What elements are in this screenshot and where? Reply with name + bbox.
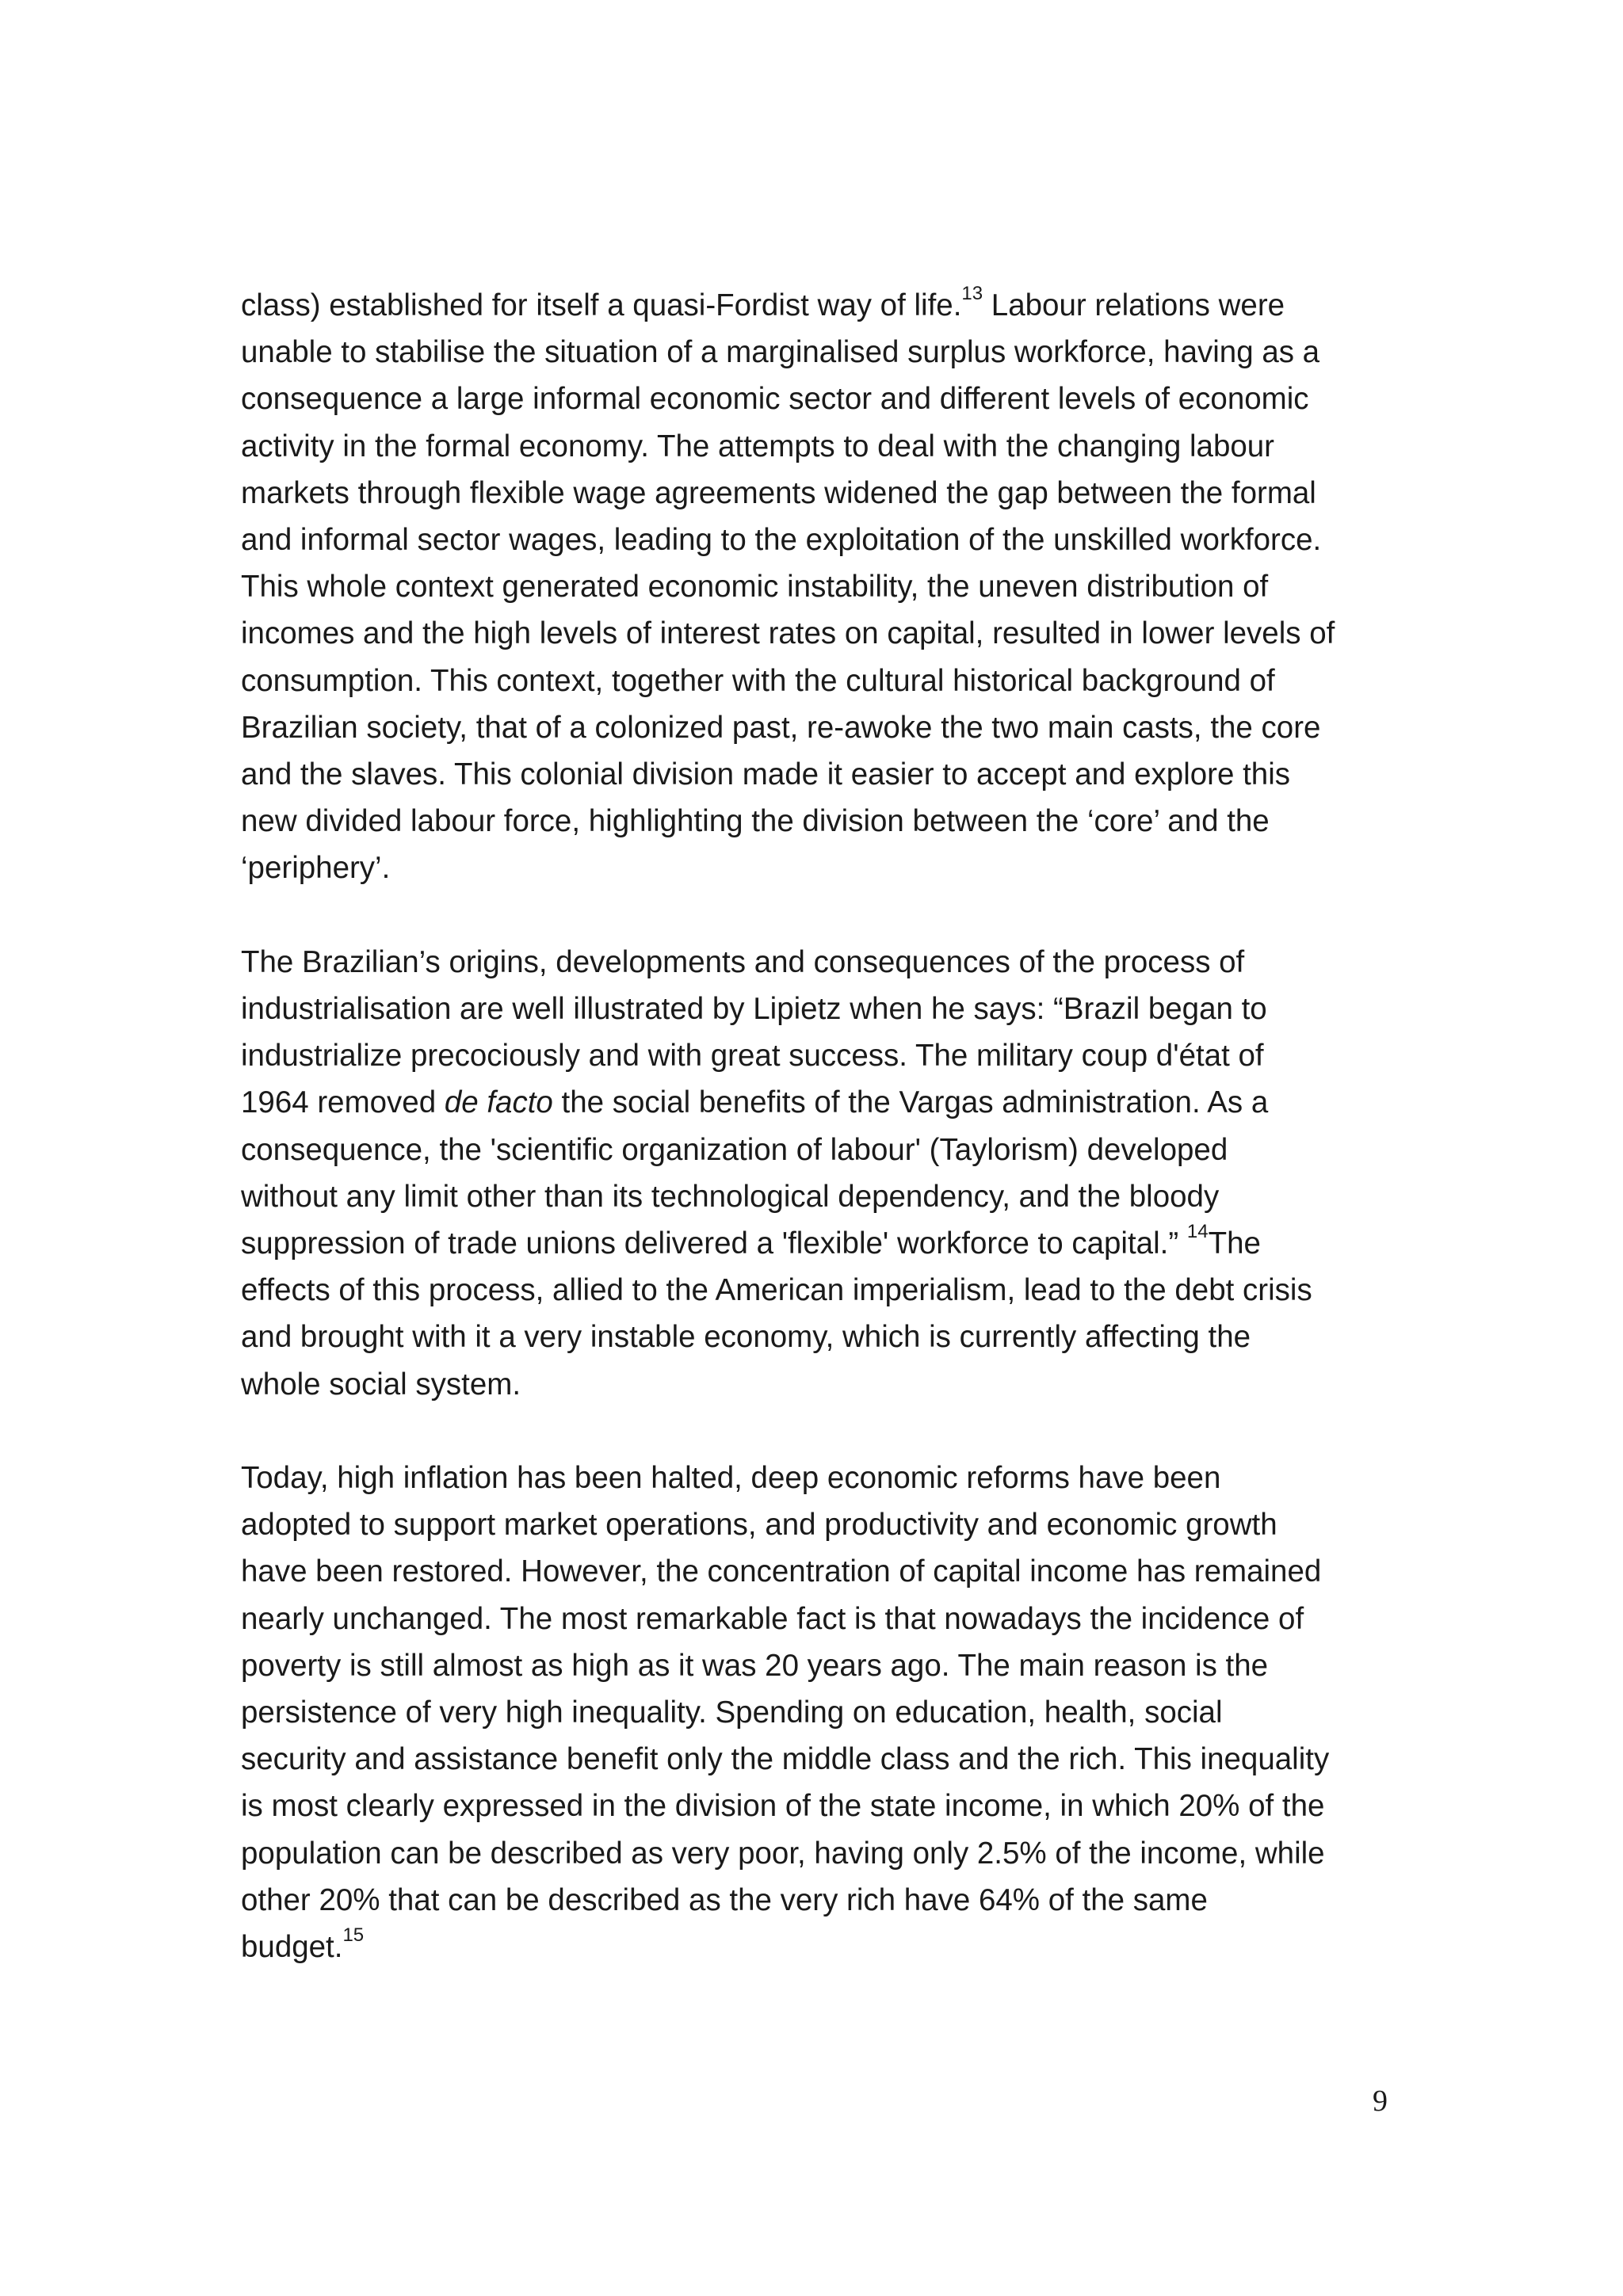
text-line bbox=[241, 1830, 1406, 1877]
text-segment: unable to stabilise the situation of a marginalised surplus workforce, having as a bbox=[241, 335, 1320, 370]
text-line bbox=[241, 1783, 1406, 1829]
text-line bbox=[241, 1924, 1406, 1970]
text-segment: whole social system. bbox=[241, 1367, 521, 1402]
text-line bbox=[241, 1361, 1406, 1408]
text-segment: and the slaves. This colonial division made it easier to accept and explore this bbox=[241, 757, 1291, 792]
paragraph bbox=[241, 1455, 1406, 1970]
text-segment: suppression of trade unions delivered a 'flexible' workforce to capital.” bbox=[241, 1226, 1187, 1261]
text-segment: and informal sector wages, leading to the exploitation of the unskilled workforce. bbox=[241, 523, 1322, 558]
text-segment: The Brazilian’s origins, developments and consequences of the process of bbox=[241, 944, 1245, 979]
text-segment: poverty is still almost as high as it was 20 years ago. The main reason is the bbox=[241, 1648, 1269, 1683]
text-segment: markets through flexible wage agreements widened the gap between the formal bbox=[241, 475, 1316, 510]
text-line bbox=[241, 1079, 1406, 1126]
text-segment: activity in the formal economy. The attempts to deal with the changing labour bbox=[241, 429, 1274, 463]
text-segment: population can be described as very poor, having only 2.5% of the income, while bbox=[241, 1836, 1325, 1871]
footnote-marker: 14 bbox=[1186, 1221, 1209, 1243]
text-line bbox=[241, 986, 1406, 1032]
text-segment: consequence a large informal economic sector and different levels of economic bbox=[241, 382, 1309, 417]
text-segment: without any limit other than its technological dependency, and the bloody bbox=[241, 1179, 1220, 1214]
paragraph bbox=[241, 282, 1406, 892]
footnote-marker: 13 bbox=[961, 283, 983, 305]
text-segment: industrialize precociously and with great success. The military coup d'état of bbox=[241, 1039, 1264, 1074]
text-segment: effects of this process, allied to the American imperialism, lead to the debt crisis bbox=[241, 1273, 1312, 1308]
text-segment: consumption. This context, together with the cultural historical background of bbox=[241, 663, 1275, 698]
text-line bbox=[241, 376, 1406, 422]
text-line bbox=[241, 658, 1406, 704]
text-segment: The bbox=[1208, 1226, 1261, 1261]
text-line bbox=[241, 563, 1406, 610]
text-line bbox=[241, 282, 1406, 329]
text-line bbox=[241, 704, 1406, 751]
paragraph bbox=[241, 939, 1406, 1408]
text-line bbox=[241, 1596, 1406, 1642]
text-segment: ‘periphery’. bbox=[241, 851, 391, 886]
text-line bbox=[241, 1267, 1406, 1314]
text-segment: have been restored. However, the concentration of capital income has remained bbox=[241, 1554, 1322, 1589]
text-line bbox=[241, 1548, 1406, 1595]
text-line bbox=[241, 798, 1406, 845]
text-segment: other 20% that can be described as the very rich have 64% of the same bbox=[241, 1882, 1208, 1917]
footnote-marker: 15 bbox=[342, 1924, 365, 1947]
text-segment: the social benefits of the Vargas administration. As a bbox=[552, 1085, 1269, 1120]
text-segment: This whole context generated economic instability, the uneven distribution of bbox=[241, 570, 1269, 605]
text-line bbox=[241, 1127, 1406, 1173]
text-line bbox=[241, 1455, 1406, 1501]
text-line bbox=[241, 845, 1406, 891]
text-line bbox=[241, 423, 1406, 470]
text-segment: industrialisation are well illustrated by Lipietz when he says: “Brazil began to bbox=[241, 992, 1267, 1027]
body-text bbox=[241, 282, 1406, 1970]
text-line bbox=[241, 1220, 1406, 1267]
text-line bbox=[241, 1736, 1406, 1783]
text-segment: Today, high inflation has been halted, deep economic reforms have been bbox=[241, 1461, 1221, 1496]
text-line bbox=[241, 610, 1406, 657]
text-line bbox=[241, 517, 1406, 563]
text-line bbox=[241, 470, 1406, 517]
text-segment: adopted to support market operations, and productivity and economic growth bbox=[241, 1508, 1277, 1543]
text-segment: is most clearly expressed in the division of the state income, in which 20% of the bbox=[241, 1789, 1325, 1824]
text-segment: persistence of very high inequality. Spending on education, health, social bbox=[241, 1695, 1223, 1730]
text-line bbox=[241, 1173, 1406, 1220]
text-line bbox=[241, 1642, 1406, 1689]
text-line bbox=[241, 1689, 1406, 1736]
text-line bbox=[241, 939, 1406, 986]
text-line bbox=[241, 751, 1406, 798]
text-segment: new divided labour force, highlighting the division between the ‘core’ and the bbox=[241, 804, 1270, 839]
text-segment: class) established for itself a quasi-Fordist way of life. bbox=[241, 288, 962, 322]
text-segment: incomes and the high levels of interest rates on capital, resulted in lower levels of bbox=[241, 616, 1335, 651]
text-line bbox=[241, 329, 1406, 376]
text-line bbox=[241, 1877, 1406, 1924]
text-segment: consequence, the 'scientific organization of labour' (Taylorism) developed bbox=[241, 1132, 1228, 1167]
page-number: 9 bbox=[1373, 2084, 1388, 2118]
text-segment: nearly unchanged. The most remarkable fact is that nowadays the incidence of bbox=[241, 1601, 1304, 1636]
text-segment: budget. bbox=[241, 1930, 343, 1965]
text-segment: Labour relations were bbox=[983, 288, 1285, 322]
text-segment: and brought with it a very instable economy, which is currently affecting the bbox=[241, 1320, 1251, 1355]
text-line bbox=[241, 1314, 1406, 1360]
text-segment: security and assistance benefit only the middle class and the rich. This inequality bbox=[241, 1742, 1330, 1777]
text-segment: Brazilian society, that of a colonized past, re-awoke the two main casts, the core bbox=[241, 710, 1321, 745]
text-line bbox=[241, 1501, 1406, 1548]
text-line bbox=[241, 1032, 1406, 1079]
italic-text: de facto bbox=[444, 1085, 553, 1120]
text-segment: 1964 removed bbox=[241, 1085, 445, 1120]
